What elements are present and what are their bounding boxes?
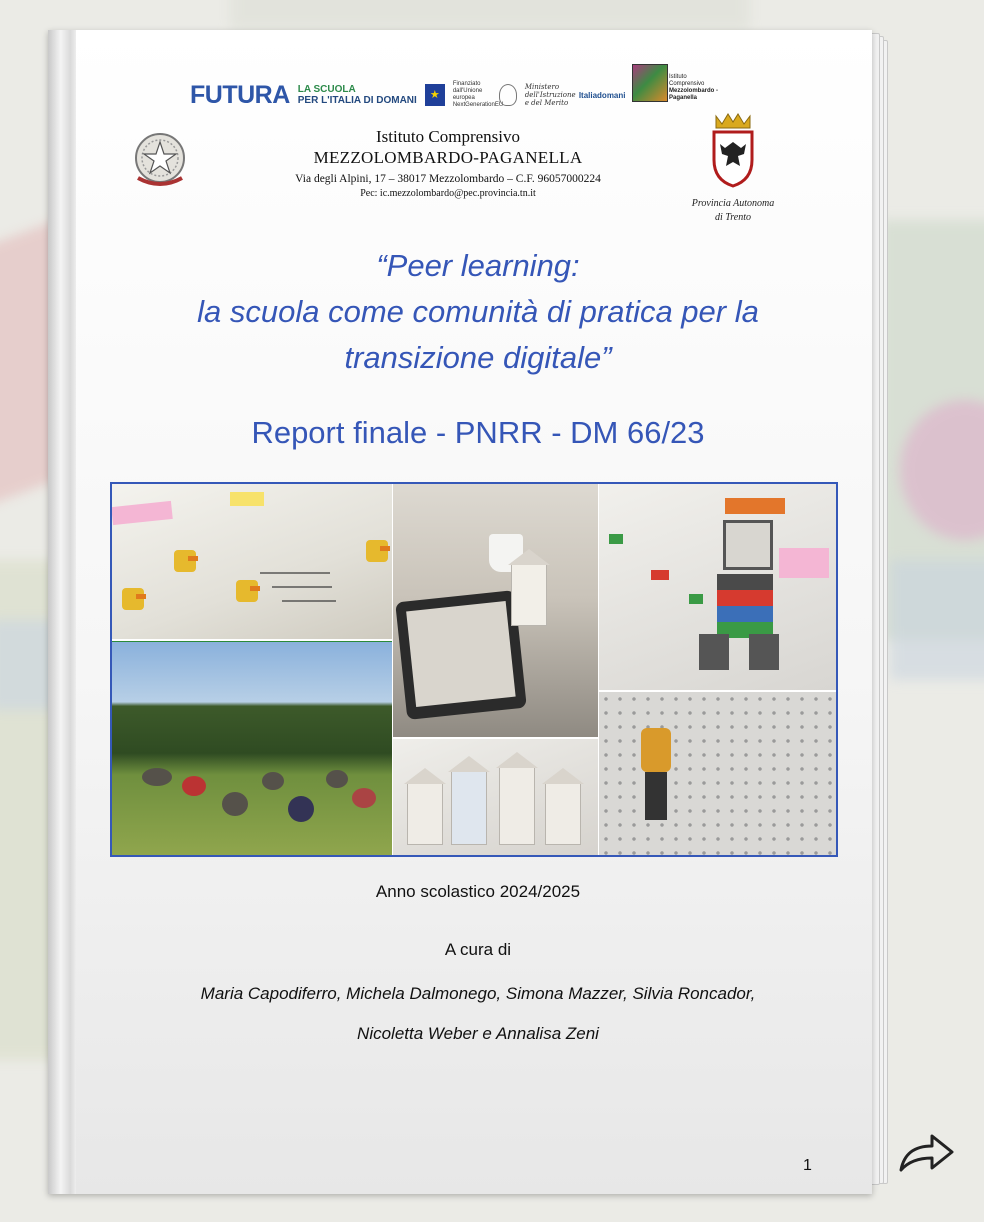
photo-climbing-wall — [599, 692, 836, 855]
institute-header — [226, 126, 670, 201]
share-arrow-icon[interactable] — [896, 1126, 956, 1176]
ministry-emblem-icon — [499, 84, 517, 106]
futura-logo: FUTURA — [190, 80, 290, 109]
photo-collage — [110, 482, 838, 857]
photo-lego-robot — [599, 484, 836, 690]
institute-type: Istituto Comprensivo — [375, 127, 521, 146]
authors-line-2: Nicoletta Weber e Annalisa Zeni — [357, 1024, 599, 1043]
curated-by-label: A cura di — [444, 940, 512, 959]
italian-republic-emblem-icon — [130, 128, 190, 192]
eu-flag-icon — [425, 84, 445, 106]
scuola-logo: LA SCUOLA PER L'ITALIA DI DOMANI — [297, 84, 417, 106]
institute-address: Via degli Alpini, 17 – 38017 Mezzolombardo – C.F. 96057000224 — [295, 173, 601, 185]
trento-coat-of-arms-icon — [708, 110, 758, 188]
institute-pec: Pec: ic.mezzolombardo@pec.provincia.tn.it — [360, 188, 536, 199]
report-subtitle: Report finale - PNRR - DM 66/23 — [251, 415, 705, 450]
photo-ceramic-houses — [393, 739, 598, 855]
page-number: 1 — [803, 1157, 812, 1174]
photo-lego-ducks — [112, 484, 392, 639]
institute-name: MEZZOLOMBARDO-PAGANELLA — [313, 148, 583, 167]
flipbook-page[interactable] — [48, 30, 872, 1194]
eu-logo-text: Finanziato dall'Unione europea NextGenerationEU — [452, 81, 504, 108]
ministry-logo-text: Ministero dell'Istruzione e del Merito — [524, 83, 576, 107]
ic-mezzolombardo-logo: Istituto Comprensivo Mezzolombardo - Paganella — [632, 60, 732, 104]
school-logo-picture-icon — [632, 64, 668, 102]
funding-logos — [190, 80, 626, 110]
photo-meadow-group — [112, 641, 392, 856]
report-title: “Peer learning: la scuola come comunità di pratica per la transizione digitale” — [197, 248, 759, 375]
italiadomani-logo: Italiadomani — [578, 90, 626, 100]
school-year: Anno scolastico 2024/2025 — [375, 882, 581, 901]
page-spine — [48, 30, 76, 1194]
authors-line-1: Maria Capodiferro, Michela Dalmonego, Simona Mazzer, Silvia Roncador, — [200, 984, 756, 1003]
provincia-logo: Provincia Autonoma di Trento — [678, 110, 788, 225]
photo-tablet-ceramics — [393, 484, 598, 737]
